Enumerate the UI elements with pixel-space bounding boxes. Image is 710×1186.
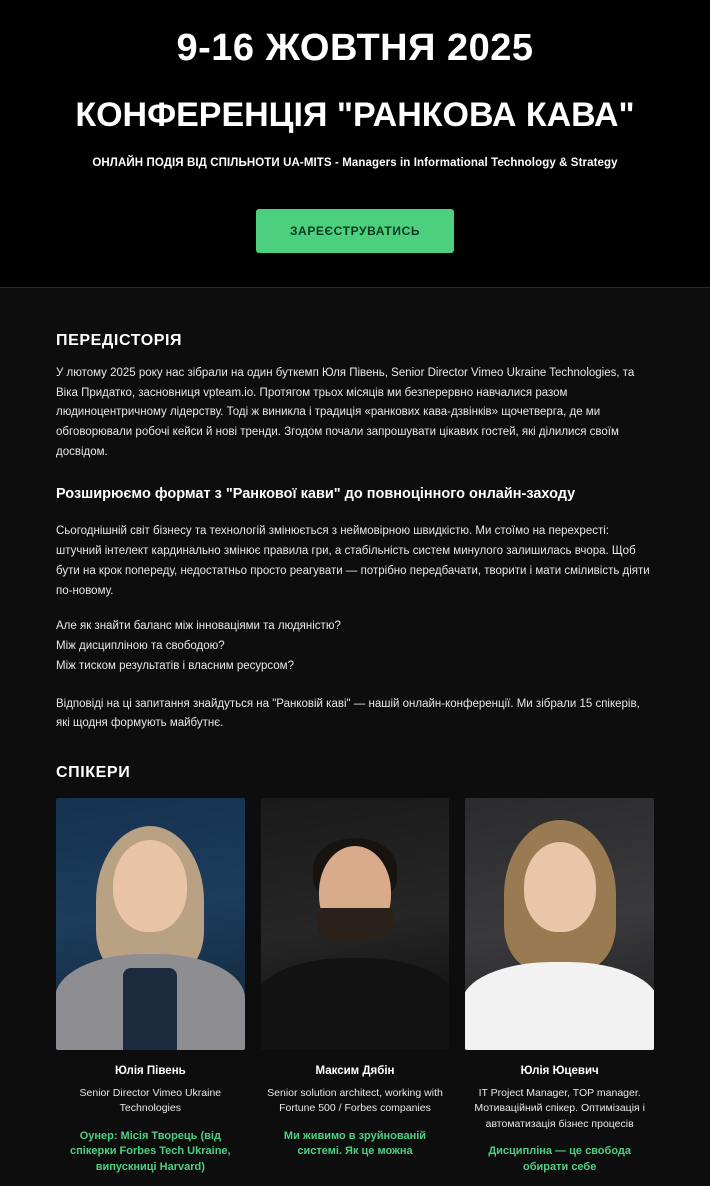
hero-section bbox=[0, 0, 710, 288]
speaker-photo bbox=[465, 798, 654, 1050]
speakers-grid bbox=[56, 798, 654, 1176]
speaker-photo bbox=[261, 798, 450, 1050]
speaker-role: Senior Director Vimeo Ukraine Technologies bbox=[79, 1087, 222, 1115]
speaker-role: IT Project Manager, TOP manager. Мотиваційний спікер. Оптимізація і автоматизація бізнес процесів bbox=[474, 1087, 645, 1130]
main-content bbox=[0, 288, 710, 1186]
question-item: Але як знайти баланс між інноваціями та людяністю? bbox=[56, 620, 341, 633]
speaker-role: Senior solution architect, working with Fortune 500 / Forbes companies bbox=[267, 1087, 443, 1115]
speaker-name: Юлія Півень bbox=[114, 1065, 186, 1078]
expansion-paragraph: Сьогоднішній світ бізнесу та технологій змінюється з неймовірною швидкістю. Ми стоїмо на перехресті: штучний інтелект кардинально змінює правила гри, а стабільність систем минулого залишилась вчора. Щоб бути на крок попереду, недостатньо просто реагувати — потрібно передбачати, творити і мати сміливість діяти по-новому. bbox=[56, 525, 650, 597]
expansion-subheading: Розширюємо формат з "Ранкової кави" до повноцінного онлайн-заходу bbox=[56, 485, 576, 502]
speaker-card[interactable] bbox=[465, 798, 654, 1176]
speaker-photo bbox=[56, 798, 245, 1050]
register-button[interactable]: ЗАРЕЄСТРУВАТИСЬ bbox=[256, 209, 454, 253]
page-title: КОНФЕРЕНЦІЯ "РАНКОВА КАВА" bbox=[75, 95, 635, 134]
speaker-card[interactable] bbox=[261, 798, 450, 1176]
speaker-name: Максим Дябін bbox=[315, 1065, 395, 1078]
speaker-topic: Оунер: Місія Творець (від спікерки Forbes Tech Ukraine, випускниці Harvard) bbox=[70, 1129, 231, 1174]
expansion-closing: Відповіді на ці запитання знайдуться на "Ранковій каві" — нашій онлайн-конференції. Ми зібрали 15 спікерів, які щодня формують майбутнє. bbox=[56, 697, 640, 730]
speaker-card[interactable] bbox=[56, 798, 245, 1176]
event-date: 9-16 ЖОВТНЯ 2025 bbox=[176, 27, 534, 69]
question-item: Між дисципліною та свободою? bbox=[56, 640, 225, 653]
backstory-heading: ПЕРЕДІСТОРІЯ bbox=[56, 331, 183, 349]
questions-list bbox=[56, 617, 654, 676]
question-item: Між тиском результатів і власним ресурсом? bbox=[56, 659, 294, 672]
cta-container bbox=[20, 209, 690, 253]
event-subtitle: ОНЛАЙН ПОДІЯ ВІД СПІЛЬНОТИ UA-MITS - Managers in Informational Technology & Strategy bbox=[92, 156, 618, 169]
speaker-topic: Ми живимо в зруйнованій системі. Як це можна bbox=[283, 1129, 427, 1158]
speaker-topic: Дисципліна — це свобода обирати себе bbox=[488, 1144, 631, 1173]
speakers-heading: СПІКЕРИ bbox=[56, 764, 131, 782]
speaker-name: Юлія Юцевич bbox=[520, 1065, 599, 1078]
backstory-paragraph: У лютому 2025 року нас зібрали на один буткемп Юля Півень, Senior Director Vimeo Ukraine Technologies, та Віка Придатко, засновниця vpteam.io. Протягом трьох місяців ми безперервно навчалися разом людиноцентричному лідерству. Тоді ж виникла і традиція «ранкових кава-дзвінків» щочетверга, де ми обговорювали робочі кейси й нові тренди. Згодом почали запрошувати цікавих гостей, які ділилися своїм досвідом. bbox=[56, 366, 635, 458]
